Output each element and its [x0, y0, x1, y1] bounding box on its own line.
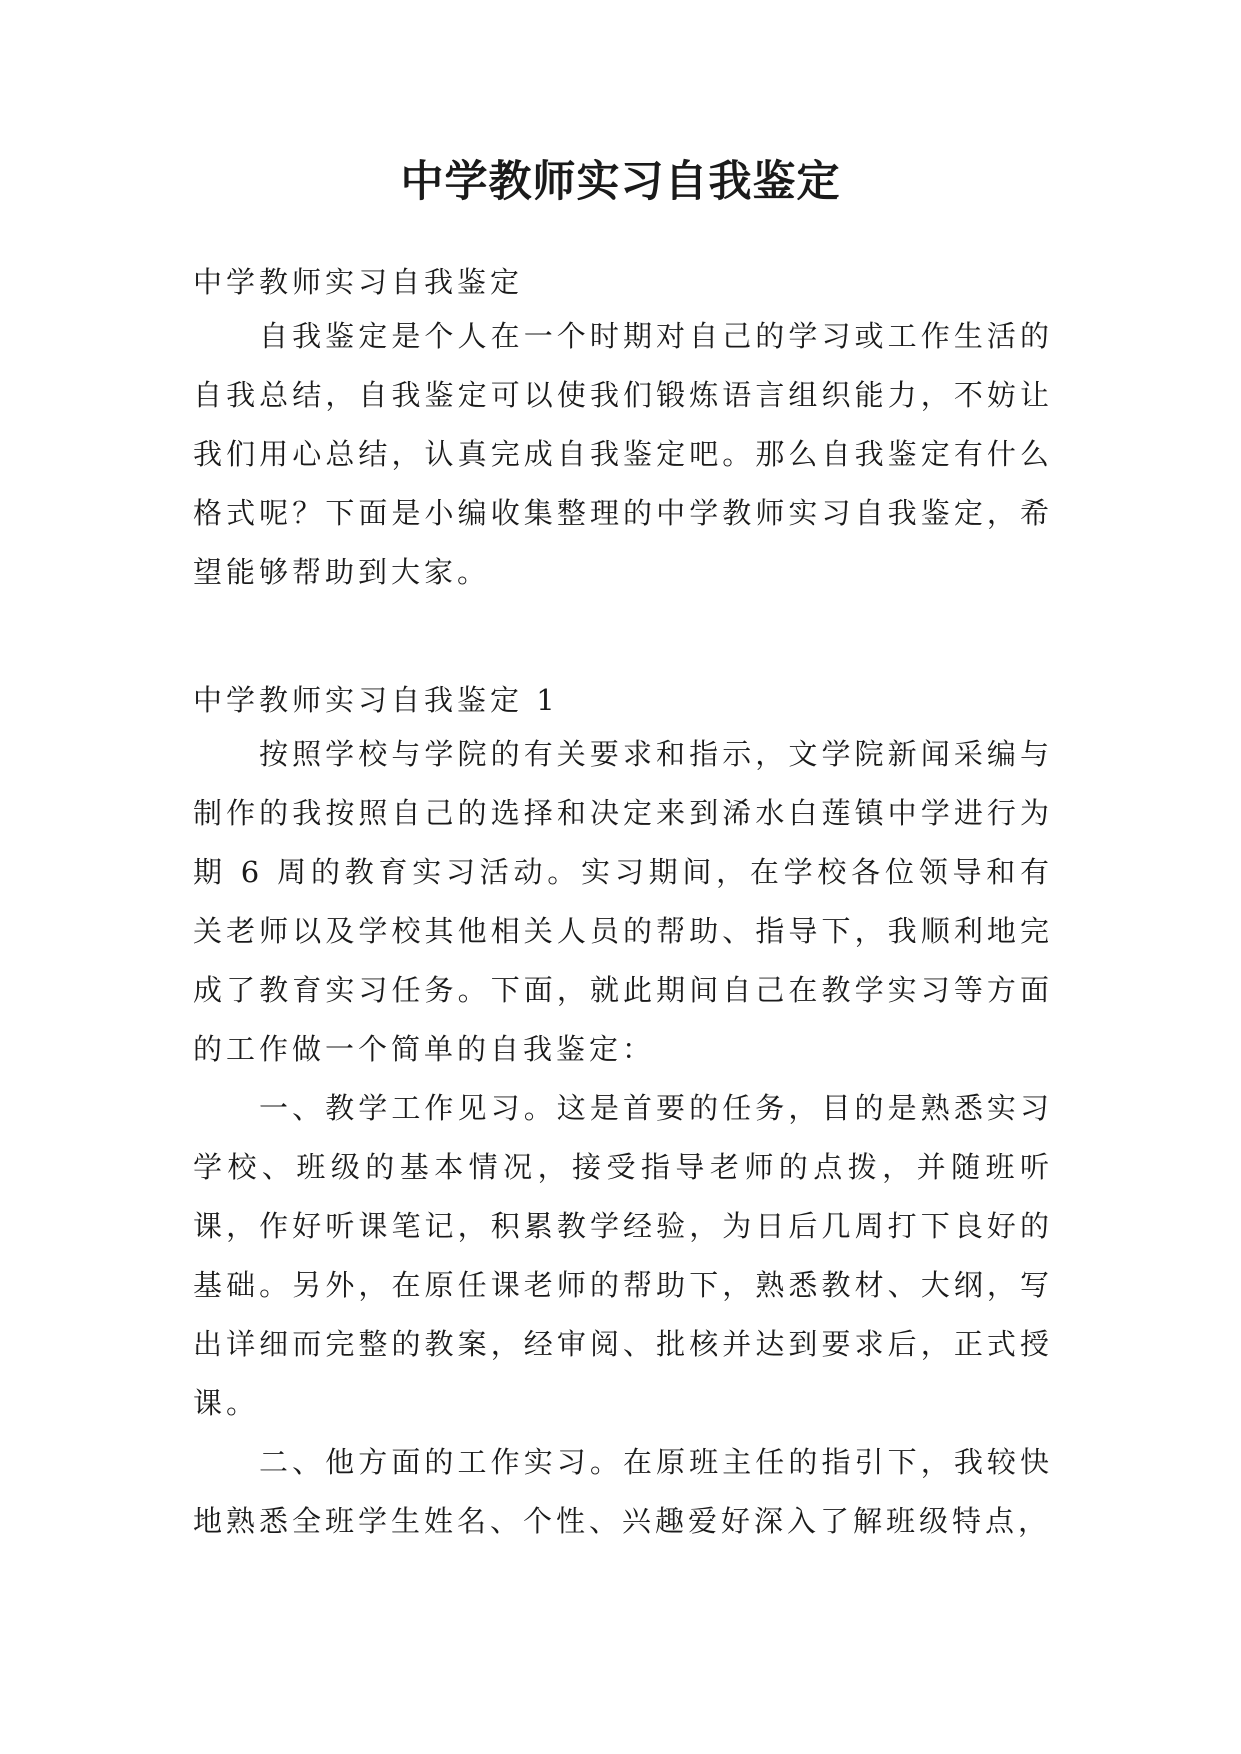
section-1-paragraph: 一、教学工作见习。这是首要的任务，目的是熟悉实习学校、班级的基本情况，接受指导老师的点拨，并随班听课，作好听课笔记，积累教学经验，为日后几周打下良好的基础。另外，在原任课老师的帮助下，熟悉教材、大纲，写出详细而完整的教案，经审阅、批核并达到要求后，正式授课。 — [193, 1091, 1053, 1420]
section-1-paragraph: 二、他方面的工作实习。在原班主任的指引下，我较快地熟悉全班学生姓名、个性、兴趣爱好深入了解班级特点， — [193, 1445, 1053, 1538]
section-1-heading: 中学教师实习自我鉴定 1 — [193, 683, 559, 717]
section-1-paragraph: 按照学校与学院的有关要求和指示，文学院新闻采编与制作的我按照自己的选择和决定来到浠水白莲镇中学进行为期 6 周的教育实习活动。实习期间，在学校各位领导和有关老师以及学校其他相关人员的帮助、指导下，我顺利地完成了教育实习任务。下面，就此期间自己在教学实习等方面的工作做一个简单的自我鉴定： — [193, 737, 1053, 1066]
intro-section — [193, 307, 1053, 602]
document-title: 中学教师实习自我鉴定 — [400, 157, 841, 207]
intro-paragraph: 自我鉴定是个人在一个时期对自己的学习或工作生活的自我总结，自我鉴定可以使我们锻炼语言组织能力，不妨让我们用心总结，认真完成自我鉴定吧。那么自我鉴定有什么格式呢？下面是小编收集整理的中学教师实习自我鉴定，希望能够帮助到大家。 — [193, 319, 1053, 589]
intro-heading: 中学教师实习自我鉴定 — [193, 265, 524, 299]
section-1-body — [193, 725, 1053, 1551]
